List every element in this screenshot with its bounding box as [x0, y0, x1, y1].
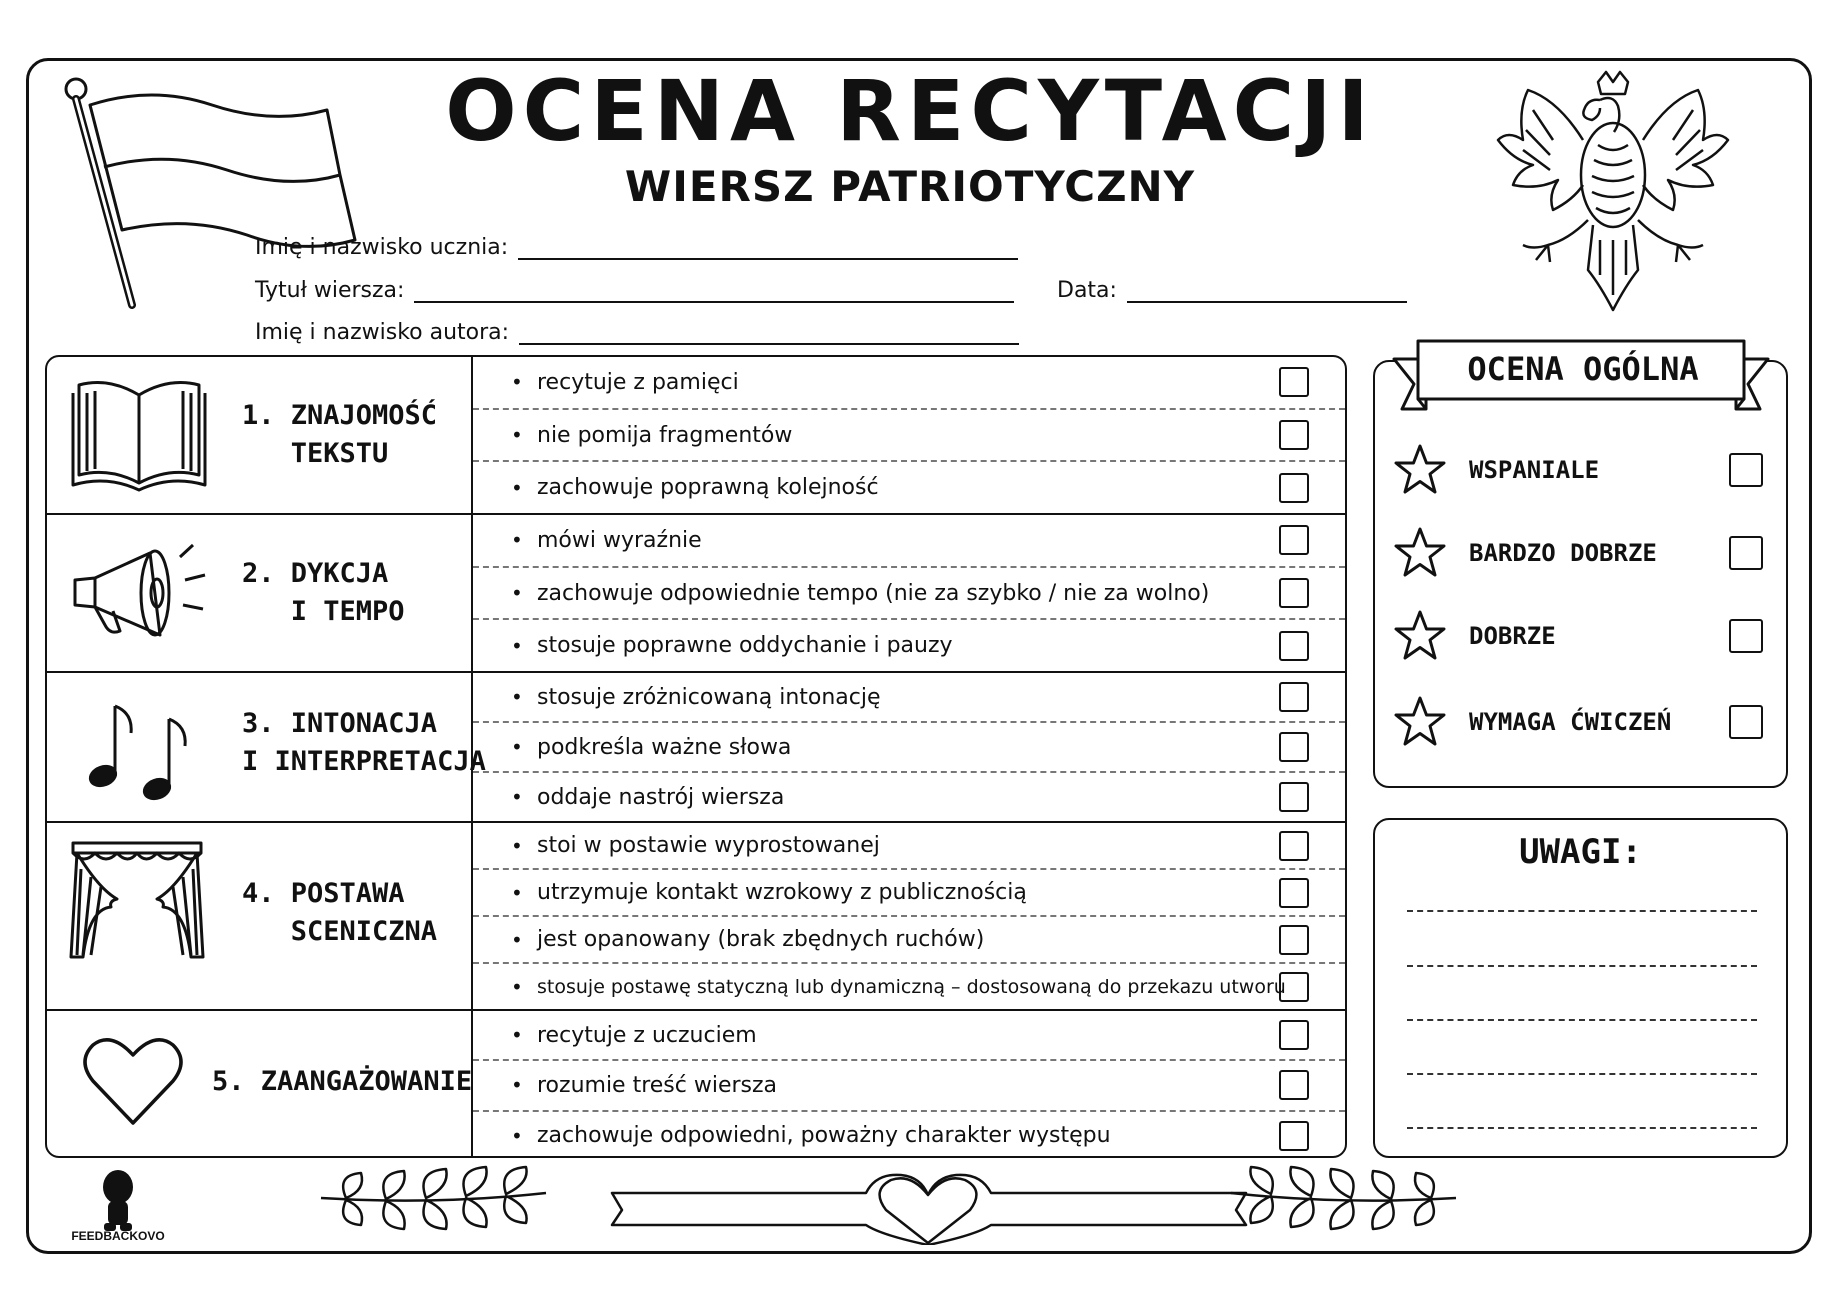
category-cell [47, 515, 473, 671]
criterion-checkbox[interactable] [1279, 1020, 1309, 1050]
bullet: • [511, 475, 523, 500]
date-field[interactable] [1057, 278, 1407, 303]
rating-option[interactable] [1393, 440, 1773, 500]
criterion-checkbox[interactable] [1279, 1121, 1309, 1151]
star-icon [1393, 526, 1447, 580]
bullet: • [511, 1073, 523, 1098]
bullet: • [511, 1123, 523, 1148]
criterion-row[interactable] [473, 1061, 1345, 1111]
bullet: • [511, 370, 523, 395]
section-intonation [47, 673, 1345, 823]
criterion-checkbox[interactable] [1279, 367, 1309, 397]
rating-checkbox[interactable] [1729, 619, 1763, 653]
criterion-row[interactable] [473, 823, 1345, 870]
notes-line[interactable] [1407, 1019, 1757, 1021]
rating-checkbox[interactable] [1729, 536, 1763, 570]
criterion-row[interactable] [473, 917, 1345, 964]
bullet: • [511, 785, 523, 809]
rating-label: DOBRZE [1469, 622, 1556, 650]
poem-title-field[interactable] [255, 278, 1014, 303]
rating-label: WSPANIALE [1469, 456, 1600, 484]
category-cell [47, 823, 473, 1009]
section-stage-posture [47, 823, 1345, 1011]
star-icon [1393, 695, 1447, 749]
ribbon-banner [612, 1175, 1246, 1245]
criterion-row[interactable] [473, 515, 1345, 568]
rating-label: WYMAGA ĆWICZEŃ [1469, 708, 1672, 736]
theater-curtain-icon [69, 839, 205, 965]
category-label: 4. POSTAWA SCENICZNA [242, 878, 438, 947]
criterion-text: podkreśla ważne słowa [537, 734, 792, 760]
rating-option[interactable] [1393, 692, 1773, 752]
music-notes-icon [85, 691, 195, 801]
criterion-checkbox[interactable] [1279, 878, 1309, 908]
megaphone-icon [65, 535, 215, 653]
rating-checkbox[interactable] [1729, 453, 1763, 487]
criteria-list [473, 823, 1345, 1009]
criterion-text: stosuje poprawne oddychanie i pauzy [537, 633, 953, 659]
criterion-row[interactable] [473, 964, 1345, 1009]
criterion-checkbox[interactable] [1279, 831, 1309, 861]
heart-icon [83, 1033, 183, 1129]
criterion-text: stoi w postawie wyprostowanej [537, 833, 880, 858]
bullet: • [511, 633, 523, 658]
student-name-line[interactable] [518, 240, 1018, 260]
section-diction-tempo [47, 515, 1345, 673]
bullet: • [511, 833, 523, 858]
rating-option[interactable] [1393, 523, 1773, 583]
criterion-checkbox[interactable] [1279, 473, 1309, 503]
poem-title-label: Tytuł wiersza: [255, 278, 405, 303]
rating-checkbox[interactable] [1729, 705, 1763, 739]
notes-title: UWAGI: [1519, 832, 1642, 872]
bullet: • [511, 1023, 523, 1048]
criteria-list [473, 1011, 1345, 1158]
criterion-text: zachowuje poprawną kolejność [537, 475, 879, 501]
criteria-list [473, 515, 1345, 671]
criterion-row[interactable] [473, 673, 1345, 723]
criterion-checkbox[interactable] [1279, 420, 1309, 450]
eagle-emblem-icon [1488, 70, 1738, 315]
criterion-row[interactable] [473, 357, 1345, 410]
criterion-text: stosuje zróżnicowaną intonację [537, 684, 881, 710]
page-subtitle: WIERSZ PATRIOTYCZNY [624, 162, 1196, 211]
footer-ornament [316, 1165, 1461, 1245]
author-name-label: Imię i nazwisko autora: [255, 320, 510, 345]
category-label: 1. ZNAJOMOŚĆ TEKSTU [242, 400, 438, 469]
criterion-checkbox[interactable] [1279, 631, 1309, 661]
brand-name: FEEDBACKOVO [71, 1229, 165, 1243]
star-icon [1393, 609, 1447, 663]
date-label: Data: [1057, 278, 1117, 303]
criterion-row[interactable] [473, 568, 1345, 621]
criterion-text: rozumie treść wiersza [537, 1072, 778, 1098]
criteria-list [473, 673, 1345, 821]
rating-option[interactable] [1393, 606, 1773, 666]
criterion-checkbox[interactable] [1279, 782, 1309, 812]
category-label: 5. ZAANGAŻOWANIE [212, 1066, 473, 1097]
bullet: • [511, 685, 523, 709]
criterion-text: recytuje z uczuciem [537, 1022, 757, 1048]
notes-line[interactable] [1407, 965, 1757, 967]
criterion-row[interactable] [473, 1011, 1345, 1061]
notes-line[interactable] [1407, 910, 1757, 912]
bullet: • [511, 528, 523, 553]
criteria-table [45, 355, 1347, 1158]
student-name-label: Imię i nazwisko ucznia: [255, 235, 509, 260]
criterion-text: utrzymuje kontakt wzrokowy z publicznością [537, 880, 1027, 905]
student-name-field[interactable] [255, 235, 1018, 260]
criterion-row[interactable] [473, 723, 1345, 773]
bullet: • [511, 423, 523, 447]
notes-line[interactable] [1407, 1073, 1757, 1075]
category-cell [47, 1011, 473, 1158]
open-book-icon [69, 375, 209, 495]
criterion-checkbox[interactable] [1279, 682, 1309, 712]
criterion-checkbox[interactable] [1279, 925, 1309, 955]
section-engagement [47, 1011, 1345, 1158]
criterion-text: nie pomija fragmentów [537, 422, 793, 448]
criterion-text: oddaje nastrój wiersza [537, 784, 785, 810]
left-leaf-branch-icon [321, 1167, 546, 1229]
bullet: • [511, 880, 523, 905]
criterion-checkbox[interactable] [1279, 525, 1309, 555]
criterion-row[interactable] [473, 620, 1345, 671]
criterion-text: stosuje postawę statyczną lub dynamiczną – dostosowaną do przekazu utworu [537, 975, 1286, 998]
overall-rating-title: OCENA OGÓLNA [1467, 350, 1699, 388]
criterion-row[interactable] [473, 410, 1345, 463]
category-cell [47, 673, 486, 821]
right-leaf-branch-icon [1231, 1167, 1456, 1229]
bullet: • [511, 581, 523, 605]
author-name-field[interactable] [255, 320, 1019, 345]
bullet: • [511, 735, 523, 759]
criterion-row[interactable] [473, 1112, 1345, 1158]
notes-line[interactable] [1407, 1127, 1757, 1129]
criterion-text: jest opanowany (brak zbędnych ruchów) [537, 927, 985, 952]
author-name-line[interactable] [519, 325, 1019, 345]
category-cell [47, 357, 473, 513]
criterion-text: recytuje z pamięci [537, 369, 739, 395]
criterion-row[interactable] [473, 462, 1345, 513]
star-icon [1393, 443, 1447, 497]
criterion-text: mówi wyraźnie [537, 527, 702, 553]
criterion-row[interactable] [473, 773, 1345, 821]
category-label: 3. INTONACJA I INTERPRETACJA [242, 708, 486, 777]
criterion-row[interactable] [473, 870, 1345, 917]
date-line[interactable] [1127, 283, 1407, 303]
criterion-checkbox[interactable] [1279, 972, 1309, 1002]
page-title: OCENA RECYTACJI [445, 62, 1375, 160]
criterion-checkbox[interactable] [1279, 578, 1309, 608]
criterion-text: zachowuje odpowiednie tempo (nie za szybko / nie za wolno) [537, 580, 1210, 606]
bullet: • [511, 927, 523, 952]
section-text-knowledge [47, 357, 1345, 515]
criteria-list [473, 357, 1345, 513]
category-label: 2. DYKCJA I TEMPO [242, 558, 405, 627]
rating-label: BARDZO DOBRZE [1469, 539, 1657, 567]
criterion-checkbox[interactable] [1279, 732, 1309, 762]
criterion-text: zachowuje odpowiedni, poważny charakter występu [537, 1123, 1111, 1149]
bullet: • [511, 974, 523, 999]
criterion-checkbox[interactable] [1279, 1070, 1309, 1100]
poem-title-line[interactable] [414, 283, 1014, 303]
